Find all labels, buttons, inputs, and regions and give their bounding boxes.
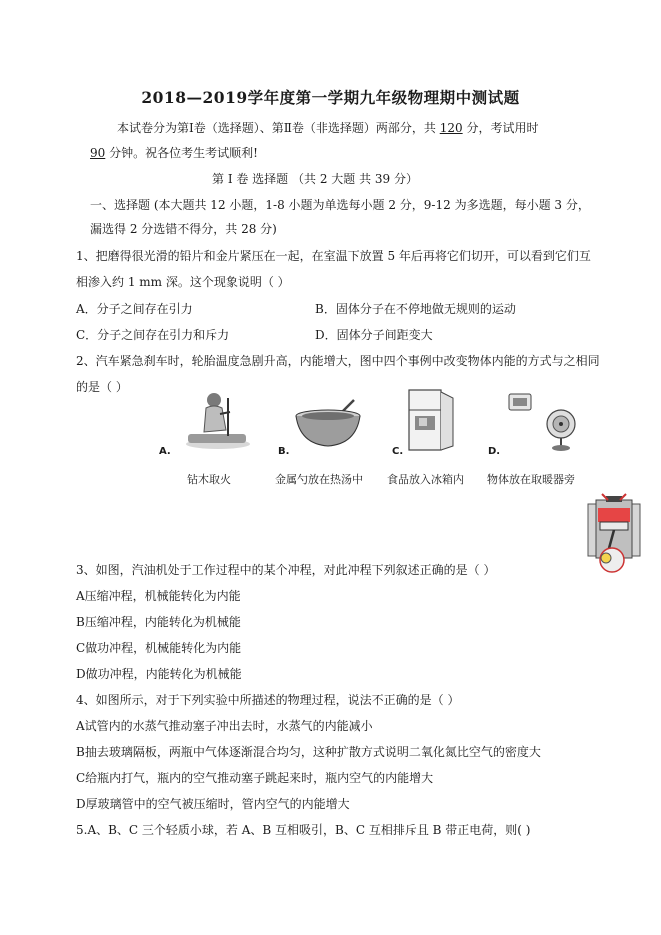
page-title: 2018—2019学年度第一学期九年级物理期中测试题 [141, 88, 520, 107]
q4-option-d: D厚玻璃管中的空气被压缩时，管内空气的内能增大 [76, 797, 350, 811]
question-2-stem: 2、汽车紧急刹车时，轮胎温度急剧升高，内能增大，图中四个事例中改变物体内能的方式与之相同 [76, 354, 600, 368]
q1-option-b: B．固体分子在不停地做无规则的运动 [315, 302, 516, 316]
drill-wood-figure [178, 390, 256, 450]
question-5-stem: 5.A、B、C 三个轻质小球，若 A、B 互相吸引，B、C 互相排斥且 B 带正电荷，则( ) [76, 823, 531, 837]
q4-option-a: A试管内的水蒸气推动塞子冲出去时，水蒸气的内能减小 [76, 719, 373, 733]
figure-caption: 钻木取火 [187, 473, 231, 486]
total-score: 120 [439, 121, 463, 135]
question-1-stem: 1、把磨得很光滑的铅片和金片紧压在一起，在室温下放置 5 年后再将它们切开，可以看到它们互 [76, 249, 591, 263]
q3-option-a: A压缩冲程，机械能转化为内能 [76, 589, 241, 603]
q3-option-d: D做功冲程，内能转化为机械能 [76, 667, 242, 681]
q3-option-c: C做功冲程，机械能转化为内能 [76, 641, 242, 655]
section-instructions: 一、选择题 (本大题共 12 小题，1-8 小题为单选每小题 2 分，9-12 为多选题，每小题 3 分， [90, 198, 590, 212]
q3-option-b: B压缩冲程，内能转化为机械能 [76, 615, 241, 629]
figure-caption: 食品放入冰箱内 [387, 473, 464, 486]
figure-letter: C. [392, 446, 404, 457]
heater-figure [505, 392, 579, 452]
figure-caption: 物体放在取暖器旁 [487, 473, 575, 486]
figure-letter: B. [278, 446, 290, 457]
fridge-figure [405, 388, 457, 452]
section-heading: 第 Ⅰ 卷 选择题 （共 2 大题 共 39 分） [212, 172, 418, 186]
figure-caption: 金属勺放在热汤中 [275, 473, 363, 486]
q1-option-c: C．分子之间存在引力和斥力 [76, 328, 230, 342]
intro-line-1 [117, 120, 538, 136]
intro-text: 本试卷分为第Ⅰ卷（选择题）、第Ⅱ卷（非选择题）两部分，共 [117, 121, 440, 135]
question-3-stem: 3、如图，汽油机处于工作过程中的某个冲程，对此冲程下列叙述正确的是（ ） [76, 563, 496, 577]
engine-cylinder-figure [584, 490, 644, 578]
q4-option-c: C给瓶内打气，瓶内的空气推动塞子跳起来时，瓶内空气的内能增大 [76, 771, 434, 785]
question-1-stem: 相渗入约 1 mm 深。这个现象说明（ ） [76, 275, 290, 289]
q1-option-a: A．分子之间存在引力 [76, 302, 193, 316]
spoon-soup-figure [292, 398, 364, 450]
question-2-stem: 的是（ ） [76, 380, 128, 394]
section-instructions: 漏选得 2 分选错不得分，共 28 分) [90, 222, 277, 236]
intro-line-2 [90, 145, 258, 161]
figure-letter: D. [488, 446, 501, 457]
figure-letter: A. [159, 446, 171, 457]
intro-text: 分钟。祝各位考生考试顺利! [105, 146, 258, 160]
exam-minutes: 90 [90, 146, 106, 160]
question-4-stem: 4、如图所示，对于下列实验中所描述的物理过程，说法不正确的是（ ） [76, 693, 460, 707]
q4-option-b: B抽去玻璃隔板，两瓶中气体逐渐混合均匀，这种扩散方式说明二氧化氮比空气的密度大 [76, 745, 541, 759]
q1-option-d: D．固体分子间距变大 [315, 328, 433, 342]
intro-text: 分，考试用时 [462, 121, 539, 135]
